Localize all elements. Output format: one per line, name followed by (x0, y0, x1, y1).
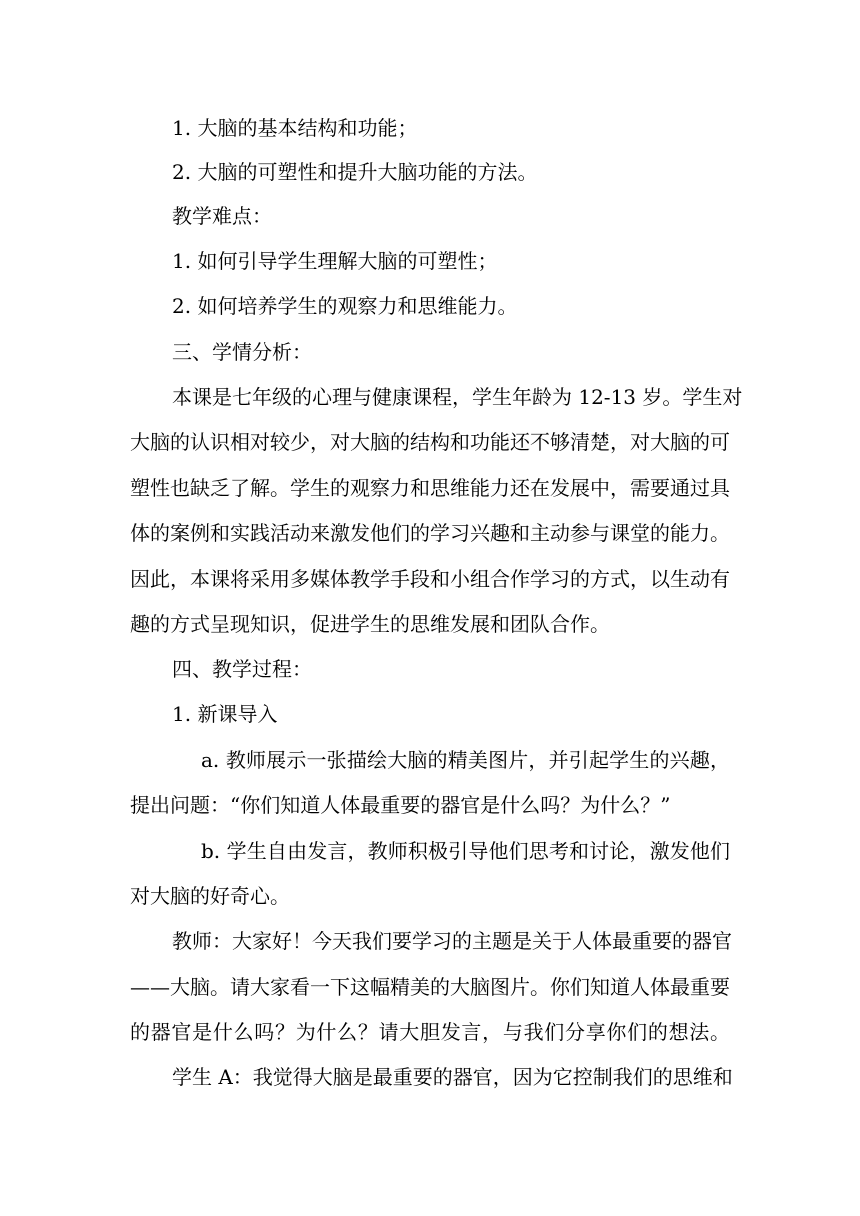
step-b: b. 学生自由发言，教师积极引导他们思考和讨论，激发他们 (201, 839, 730, 863)
paragraph-line: 趣的方式呈现知识，促进学生的思维发展和团队合作。 (130, 612, 610, 636)
difficulty-1: 1. 如何引导学生理解大脑的可塑性； (172, 249, 498, 273)
paragraph-line: 本课是七年级的心理与健康课程，学生年龄为 12-13 岁。学生对 (172, 385, 743, 409)
paragraph-line: 体的案例和实践活动来激发他们的学习兴趣和主动参与课堂的能力。 (130, 521, 730, 545)
step-b-cont: 对大脑的好奇心。 (130, 884, 290, 908)
paragraph-line: 因此，本课将采用多媒体教学手段和小组合作学习的方式，以生动有 (130, 567, 730, 591)
section-heading-teaching-process: 四、教学过程： (172, 657, 312, 681)
subheading-new-lesson: 1. 新课导入 (172, 702, 278, 726)
step-a-cont: 提出问题：“你们知道人体最重要的器官是什么吗？为什么？” (130, 793, 671, 817)
dialogue-line: ——大脑。请大家看一下这幅精美的大脑图片。你们知道人体最重要 (130, 975, 730, 999)
dialogue-line: 学生 A：我觉得大脑是最重要的器官，因为它控制我们的思维和 (172, 1065, 733, 1089)
difficulty-heading: 教学难点： (172, 204, 272, 228)
dialogue-line: 的器官是什么吗？为什么？请大胆发言，与我们分享你们的想法。 (130, 1020, 730, 1044)
dialogue-line: 教师：大家好！今天我们要学习的主题是关于人体最重要的器官 (172, 929, 732, 953)
paragraph-line: 大脑的认识相对较少，对大脑的结构和功能还不够清楚，对大脑的可 (130, 430, 730, 454)
paragraph-line: 塑性也缺乏了解。学生的观察力和思维能力还在发展中，需要通过具 (130, 476, 730, 500)
difficulty-2: 2. 如何培养学生的观察力和思维能力。 (172, 294, 518, 318)
section-heading-student-analysis: 三、学情分析： (172, 340, 312, 364)
key-point-1: 1. 大脑的基本结构和功能； (172, 116, 418, 140)
step-a: a. 教师展示一张描绘大脑的精美图片，并引起学生的兴趣， (201, 748, 730, 772)
key-point-2: 2. 大脑的可塑性和提升大脑功能的方法。 (172, 160, 538, 184)
